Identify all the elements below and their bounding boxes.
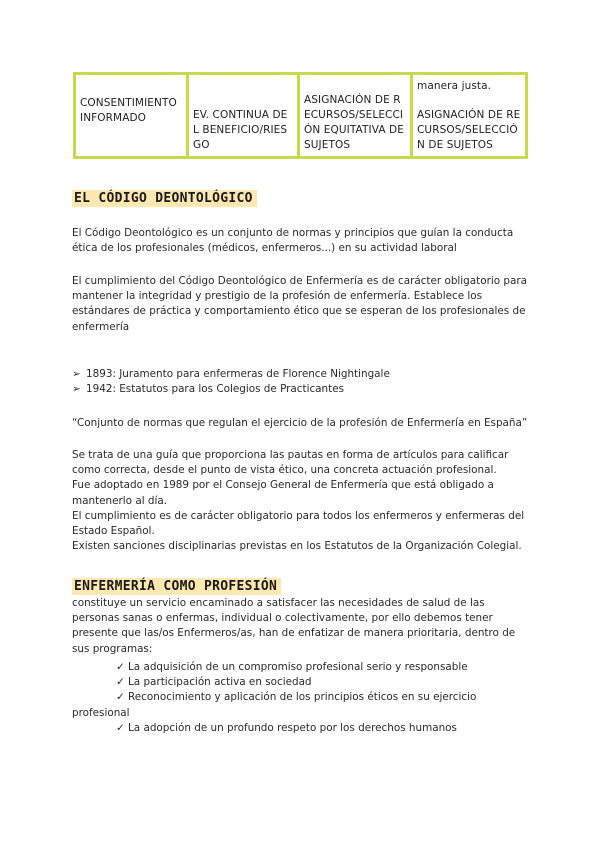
paragraph: [72, 226, 532, 256]
table-cell: [75, 74, 188, 158]
cell-text: ASIGNACIÓN DE RECURSOS/SELECCIÓN EQUITATIVA DE SUJETOS: [304, 94, 404, 151]
cell-text: EV. CONTINUA DEL BENEFICIO/RIESGO: [193, 109, 288, 151]
cell-text-top: manera justa.: [417, 80, 492, 92]
paragraph-text: El Código Deontológico es un conjunto de normas y principios que guían la conducta ética de los profesionales (médicos, enfermeros...) en su actividad laboral: [72, 227, 514, 255]
check-icon: ✓: [116, 691, 125, 704]
table-cell: [188, 74, 299, 158]
principles-table: [73, 72, 528, 159]
list-item: [72, 382, 532, 397]
paragraph-text: constituye un servicio encaminado a satisfacer las necesidades de salud de las personas sanas o enfermas, individual o colectivamente, por ello debemos tener presente que las/os Enfermeros/as, han de enfatizar de manera prioritaria, dentro de sus programas:: [72, 597, 516, 655]
paragraph-line: Fue adoptado en 1989 por el Consejo General de Enfermería que está obligado a mantenerlo al día.: [72, 479, 494, 507]
list-item-text: La adquisición de un compromiso profesional serio y responsable: [128, 661, 468, 673]
quote: [72, 416, 532, 431]
paragraph: [72, 596, 532, 657]
quote-text: “Conjunto de normas que regulan el ejercicio de la profesión de Enfermería en España”: [72, 417, 528, 429]
list-item-text: La participación activa en sociedad: [128, 676, 312, 689]
section-heading-codigo: EL CÓDIGO DEONTOLÓGICO: [72, 190, 257, 207]
history-list: [72, 367, 532, 397]
paragraph-text: El cumplimiento del Código Deontológico de Enfermería es de carácter obligatorio para mantener la integridad y prestigio de la profesión de enfermería. Establece los estándares de práctica y comportamiento ético que se esperan de los profesionales de enfermería: [72, 275, 528, 333]
check-icon: ✓: [116, 721, 125, 734]
checklist: [72, 660, 532, 736]
list-item: [72, 367, 532, 382]
table-cell: [299, 74, 412, 158]
table-cell: [412, 74, 527, 158]
list-item: [72, 690, 532, 720]
list-item-text: La adopción de un profundo respeto por los derechos humanos: [128, 721, 457, 734]
table-row: [75, 74, 527, 158]
arrow-bullet-icon: ➢: [72, 368, 81, 380]
paragraph-line: Existen sanciones disciplinarias previstas en los Estatutos de la Organización Colegial.: [72, 540, 522, 553]
cell-text: ASIGNACIÓN DE RECURSOS/SELECCIÓN DE SUJETOS: [417, 109, 521, 151]
list-item: [72, 660, 532, 675]
arrow-bullet-icon: ➢: [72, 383, 81, 396]
paragraph: [72, 274, 532, 335]
paragraph-line: El cumplimiento es de carácter obligatorio para todos los enfermeros y enfermeras del Estado Español.: [72, 509, 525, 538]
check-icon: ✓: [116, 661, 125, 673]
check-icon: ✓: [116, 676, 125, 689]
paragraph-line: Se trata de una guía que proporciona las pautas en forma de artículos para calificar como correcta, desde el punto de vista ético, una concreta actuación profesional.: [72, 449, 509, 477]
paragraph: [72, 448, 532, 554]
list-item-text: Reconocimiento y aplicación de los principios éticos en su ejercicio profesional: [72, 691, 477, 719]
list-item: [72, 721, 532, 736]
list-item-text: 1893: Juramento para enfermeras de Florence Nightingale: [86, 368, 390, 380]
section-heading-enfermeria: ENFERMERÍA COMO PROFESIÓN: [72, 578, 281, 595]
cell-text: CONSENTIMIENTO INFORMADO: [80, 97, 177, 124]
list-item: [72, 675, 532, 690]
list-item-text: 1942: Estatutos para los Colegios de Practicantes: [86, 383, 345, 396]
